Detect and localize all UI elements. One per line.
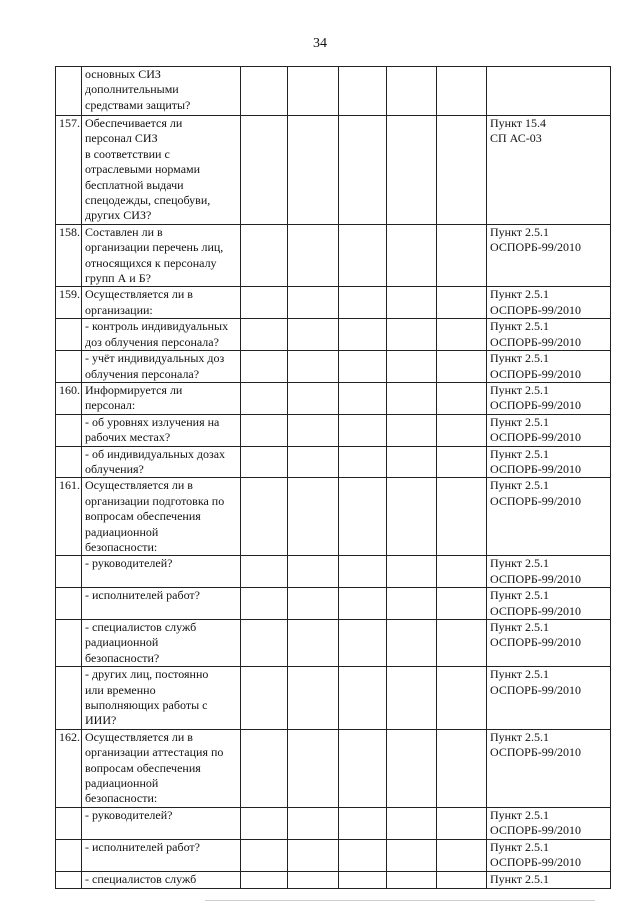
checklist-row	[56, 351, 611, 383]
row-number: 160.	[56, 382, 82, 414]
answer-cell-no	[288, 588, 339, 620]
answer-cell-no	[288, 224, 339, 287]
question-text: основных СИЗ дополнительными средствами защиты?	[82, 67, 241, 116]
answer-cell-yes	[241, 287, 288, 319]
checklist-row	[56, 839, 611, 871]
row-number	[56, 620, 82, 667]
answer-cell-no	[288, 287, 339, 319]
checklist-row	[56, 729, 611, 807]
answer-cell-no	[288, 620, 339, 667]
legal-reference: Пункт 2.5.1 ОСПОРБ-99/2010	[487, 414, 611, 446]
question-text: Осуществляется ли в организации:	[82, 287, 241, 319]
answer-cell-no	[288, 414, 339, 446]
question-text: - специалистов служб	[82, 871, 241, 888]
legal-reference: Пункт 2.5.1 ОСПОРБ-99/2010	[487, 620, 611, 667]
checklist-row	[56, 807, 611, 839]
answer-cell-note-1	[387, 667, 437, 730]
answer-cell-na	[339, 224, 387, 287]
row-number	[56, 414, 82, 446]
question-text: - учёт индивидуальных доз облучения персонала?	[82, 351, 241, 383]
question-text: - об уровнях излучения на рабочих местах?	[82, 414, 241, 446]
row-number	[56, 807, 82, 839]
answer-cell-no	[288, 67, 339, 116]
row-number	[56, 871, 82, 888]
answer-cell-note-2	[437, 319, 487, 351]
answer-cell-yes	[241, 116, 288, 225]
answer-cell-no	[288, 871, 339, 888]
row-number	[56, 446, 82, 478]
answer-cell-na	[339, 588, 387, 620]
checklist-row	[56, 116, 611, 225]
answer-cell-note-1	[387, 588, 437, 620]
answer-cell-note-2	[437, 620, 487, 667]
answer-cell-na	[339, 667, 387, 730]
answer-cell-yes	[241, 446, 288, 478]
answer-cell-na	[339, 839, 387, 871]
answer-cell-na	[339, 446, 387, 478]
answer-cell-na	[339, 67, 387, 116]
question-text: Составлен ли в организации перечень лиц, относящихся к персоналу групп А и Б?	[82, 224, 241, 287]
legal-reference: Пункт 2.5.1 ОСПОРБ-99/2010	[487, 807, 611, 839]
answer-cell-note-1	[387, 224, 437, 287]
answer-cell-note-2	[437, 351, 487, 383]
answer-cell-note-2	[437, 446, 487, 478]
row-number	[56, 667, 82, 730]
checklist-row	[56, 446, 611, 478]
answer-cell-note-2	[437, 667, 487, 730]
answer-cell-note-2	[437, 478, 487, 556]
checklist-table	[55, 66, 611, 889]
checklist-row	[56, 382, 611, 414]
answer-cell-na	[339, 116, 387, 225]
answer-cell-no	[288, 382, 339, 414]
legal-reference: Пункт 15.4 СП АС-03	[487, 116, 611, 225]
row-number: 161.	[56, 478, 82, 556]
answer-cell-yes	[241, 620, 288, 667]
checklist-row	[56, 871, 611, 888]
answer-cell-note-2	[437, 287, 487, 319]
legal-reference: Пункт 2.5.1 ОСПОРБ-99/2010	[487, 839, 611, 871]
legal-reference: Пункт 2.5.1 ОСПОРБ-99/2010	[487, 382, 611, 414]
answer-cell-yes	[241, 807, 288, 839]
answer-cell-note-2	[437, 839, 487, 871]
answer-cell-na	[339, 556, 387, 588]
answer-cell-na	[339, 287, 387, 319]
answer-cell-no	[288, 478, 339, 556]
answer-cell-no	[288, 667, 339, 730]
row-number: 157.	[56, 116, 82, 225]
answer-cell-na	[339, 807, 387, 839]
legal-reference: Пункт 2.5.1 ОСПОРБ-99/2010	[487, 287, 611, 319]
page-number: 34	[313, 36, 327, 51]
question-text: Информируется ли персонал:	[82, 382, 241, 414]
legal-reference	[487, 67, 611, 116]
answer-cell-no	[288, 319, 339, 351]
checklist-row	[56, 667, 611, 730]
answer-cell-yes	[241, 667, 288, 730]
legal-reference: Пункт 2.5.1 ОСПОРБ-99/2010	[487, 556, 611, 588]
legal-reference: Пункт 2.5.1 ОСПОРБ-99/2010	[487, 351, 611, 383]
row-number: 159.	[56, 287, 82, 319]
answer-cell-na	[339, 382, 387, 414]
legal-reference: Пункт 2.5.1 ОСПОРБ-99/2010	[487, 729, 611, 807]
checklist-rows	[56, 67, 611, 889]
question-text: Осуществляется ли в организации аттестация по вопросам обеспечения радиационной безопасности:	[82, 729, 241, 807]
checklist-row	[56, 620, 611, 667]
checklist-row	[56, 478, 611, 556]
answer-cell-na	[339, 414, 387, 446]
answer-cell-na	[339, 871, 387, 888]
answer-cell-note-2	[437, 729, 487, 807]
question-text: - контроль индивидуальных доз облучения персонала?	[82, 319, 241, 351]
answer-cell-yes	[241, 319, 288, 351]
answer-cell-yes	[241, 224, 288, 287]
scan-edge-line	[205, 900, 595, 901]
answer-cell-yes	[241, 871, 288, 888]
answer-cell-note-1	[387, 67, 437, 116]
answer-cell-note-2	[437, 116, 487, 225]
answer-cell-note-2	[437, 588, 487, 620]
answer-cell-note-1	[387, 839, 437, 871]
answer-cell-yes	[241, 414, 288, 446]
answer-cell-na	[339, 351, 387, 383]
checklist-row	[56, 414, 611, 446]
answer-cell-na	[339, 319, 387, 351]
answer-cell-note-2	[437, 382, 487, 414]
row-number	[56, 588, 82, 620]
checklist-row	[56, 67, 611, 116]
answer-cell-yes	[241, 556, 288, 588]
answer-cell-note-1	[387, 116, 437, 225]
answer-cell-no	[288, 839, 339, 871]
answer-cell-note-1	[387, 620, 437, 667]
legal-reference: Пункт 2.5.1	[487, 871, 611, 888]
checklist-row	[56, 319, 611, 351]
answer-cell-note-1	[387, 446, 437, 478]
question-text: - руководителей?	[82, 556, 241, 588]
question-text: - исполнителей работ?	[82, 839, 241, 871]
answer-cell-na	[339, 478, 387, 556]
legal-reference: Пункт 2.5.1 ОСПОРБ-99/2010	[487, 319, 611, 351]
question-text: - специалистов служб радиационной безопасности?	[82, 620, 241, 667]
answer-cell-note-1	[387, 319, 437, 351]
checklist-row	[56, 556, 611, 588]
answer-cell-note-1	[387, 478, 437, 556]
checklist-row	[56, 588, 611, 620]
row-number: 162.	[56, 729, 82, 807]
legal-reference: Пункт 2.5.1 ОСПОРБ-99/2010	[487, 667, 611, 730]
answer-cell-note-2	[437, 67, 487, 116]
legal-reference: Пункт 2.5.1 ОСПОРБ-99/2010	[487, 224, 611, 287]
answer-cell-yes	[241, 729, 288, 807]
checklist-row	[56, 287, 611, 319]
answer-cell-no	[288, 729, 339, 807]
row-number	[56, 556, 82, 588]
answer-cell-na	[339, 620, 387, 667]
answer-cell-no	[288, 807, 339, 839]
question-text: - исполнителей работ?	[82, 588, 241, 620]
row-number	[56, 351, 82, 383]
answer-cell-note-1	[387, 807, 437, 839]
question-text: - об индивидуальных дозах облучения?	[82, 446, 241, 478]
answer-cell-note-2	[437, 224, 487, 287]
answer-cell-no	[288, 116, 339, 225]
question-text: Осуществляется ли в организации подготовка по вопросам обеспечения радиационной безопасности:	[82, 478, 241, 556]
answer-cell-yes	[241, 839, 288, 871]
answer-cell-note-1	[387, 414, 437, 446]
answer-cell-no	[288, 446, 339, 478]
row-number	[56, 319, 82, 351]
answer-cell-yes	[241, 67, 288, 116]
answer-cell-note-2	[437, 807, 487, 839]
answer-cell-note-1	[387, 556, 437, 588]
legal-reference: Пункт 2.5.1 ОСПОРБ-99/2010	[487, 446, 611, 478]
answer-cell-yes	[241, 351, 288, 383]
question-text: - других лиц, постоянно или временно выполняющих работы с ИИИ?	[82, 667, 241, 730]
legal-reference: Пункт 2.5.1 ОСПОРБ-99/2010	[487, 588, 611, 620]
answer-cell-note-2	[437, 414, 487, 446]
row-number	[56, 839, 82, 871]
answer-cell-no	[288, 556, 339, 588]
answer-cell-yes	[241, 478, 288, 556]
answer-cell-note-1	[387, 351, 437, 383]
answer-cell-note-1	[387, 729, 437, 807]
question-text: Обеспечивается ли персонал СИЗ в соответствии с отраслевыми нормами бесплатной выдачи спецодежды, спецобуви, других СИЗ?	[82, 116, 241, 225]
row-number	[56, 67, 82, 116]
legal-reference: Пункт 2.5.1 ОСПОРБ-99/2010	[487, 478, 611, 556]
answer-cell-note-1	[387, 382, 437, 414]
answer-cell-note-2	[437, 871, 487, 888]
row-number: 158.	[56, 224, 82, 287]
answer-cell-note-1	[387, 871, 437, 888]
answer-cell-note-2	[437, 556, 487, 588]
answer-cell-yes	[241, 382, 288, 414]
answer-cell-note-1	[387, 287, 437, 319]
answer-cell-na	[339, 729, 387, 807]
answer-cell-no	[288, 351, 339, 383]
question-text: - руководителей?	[82, 807, 241, 839]
answer-cell-yes	[241, 588, 288, 620]
checklist-row	[56, 224, 611, 287]
